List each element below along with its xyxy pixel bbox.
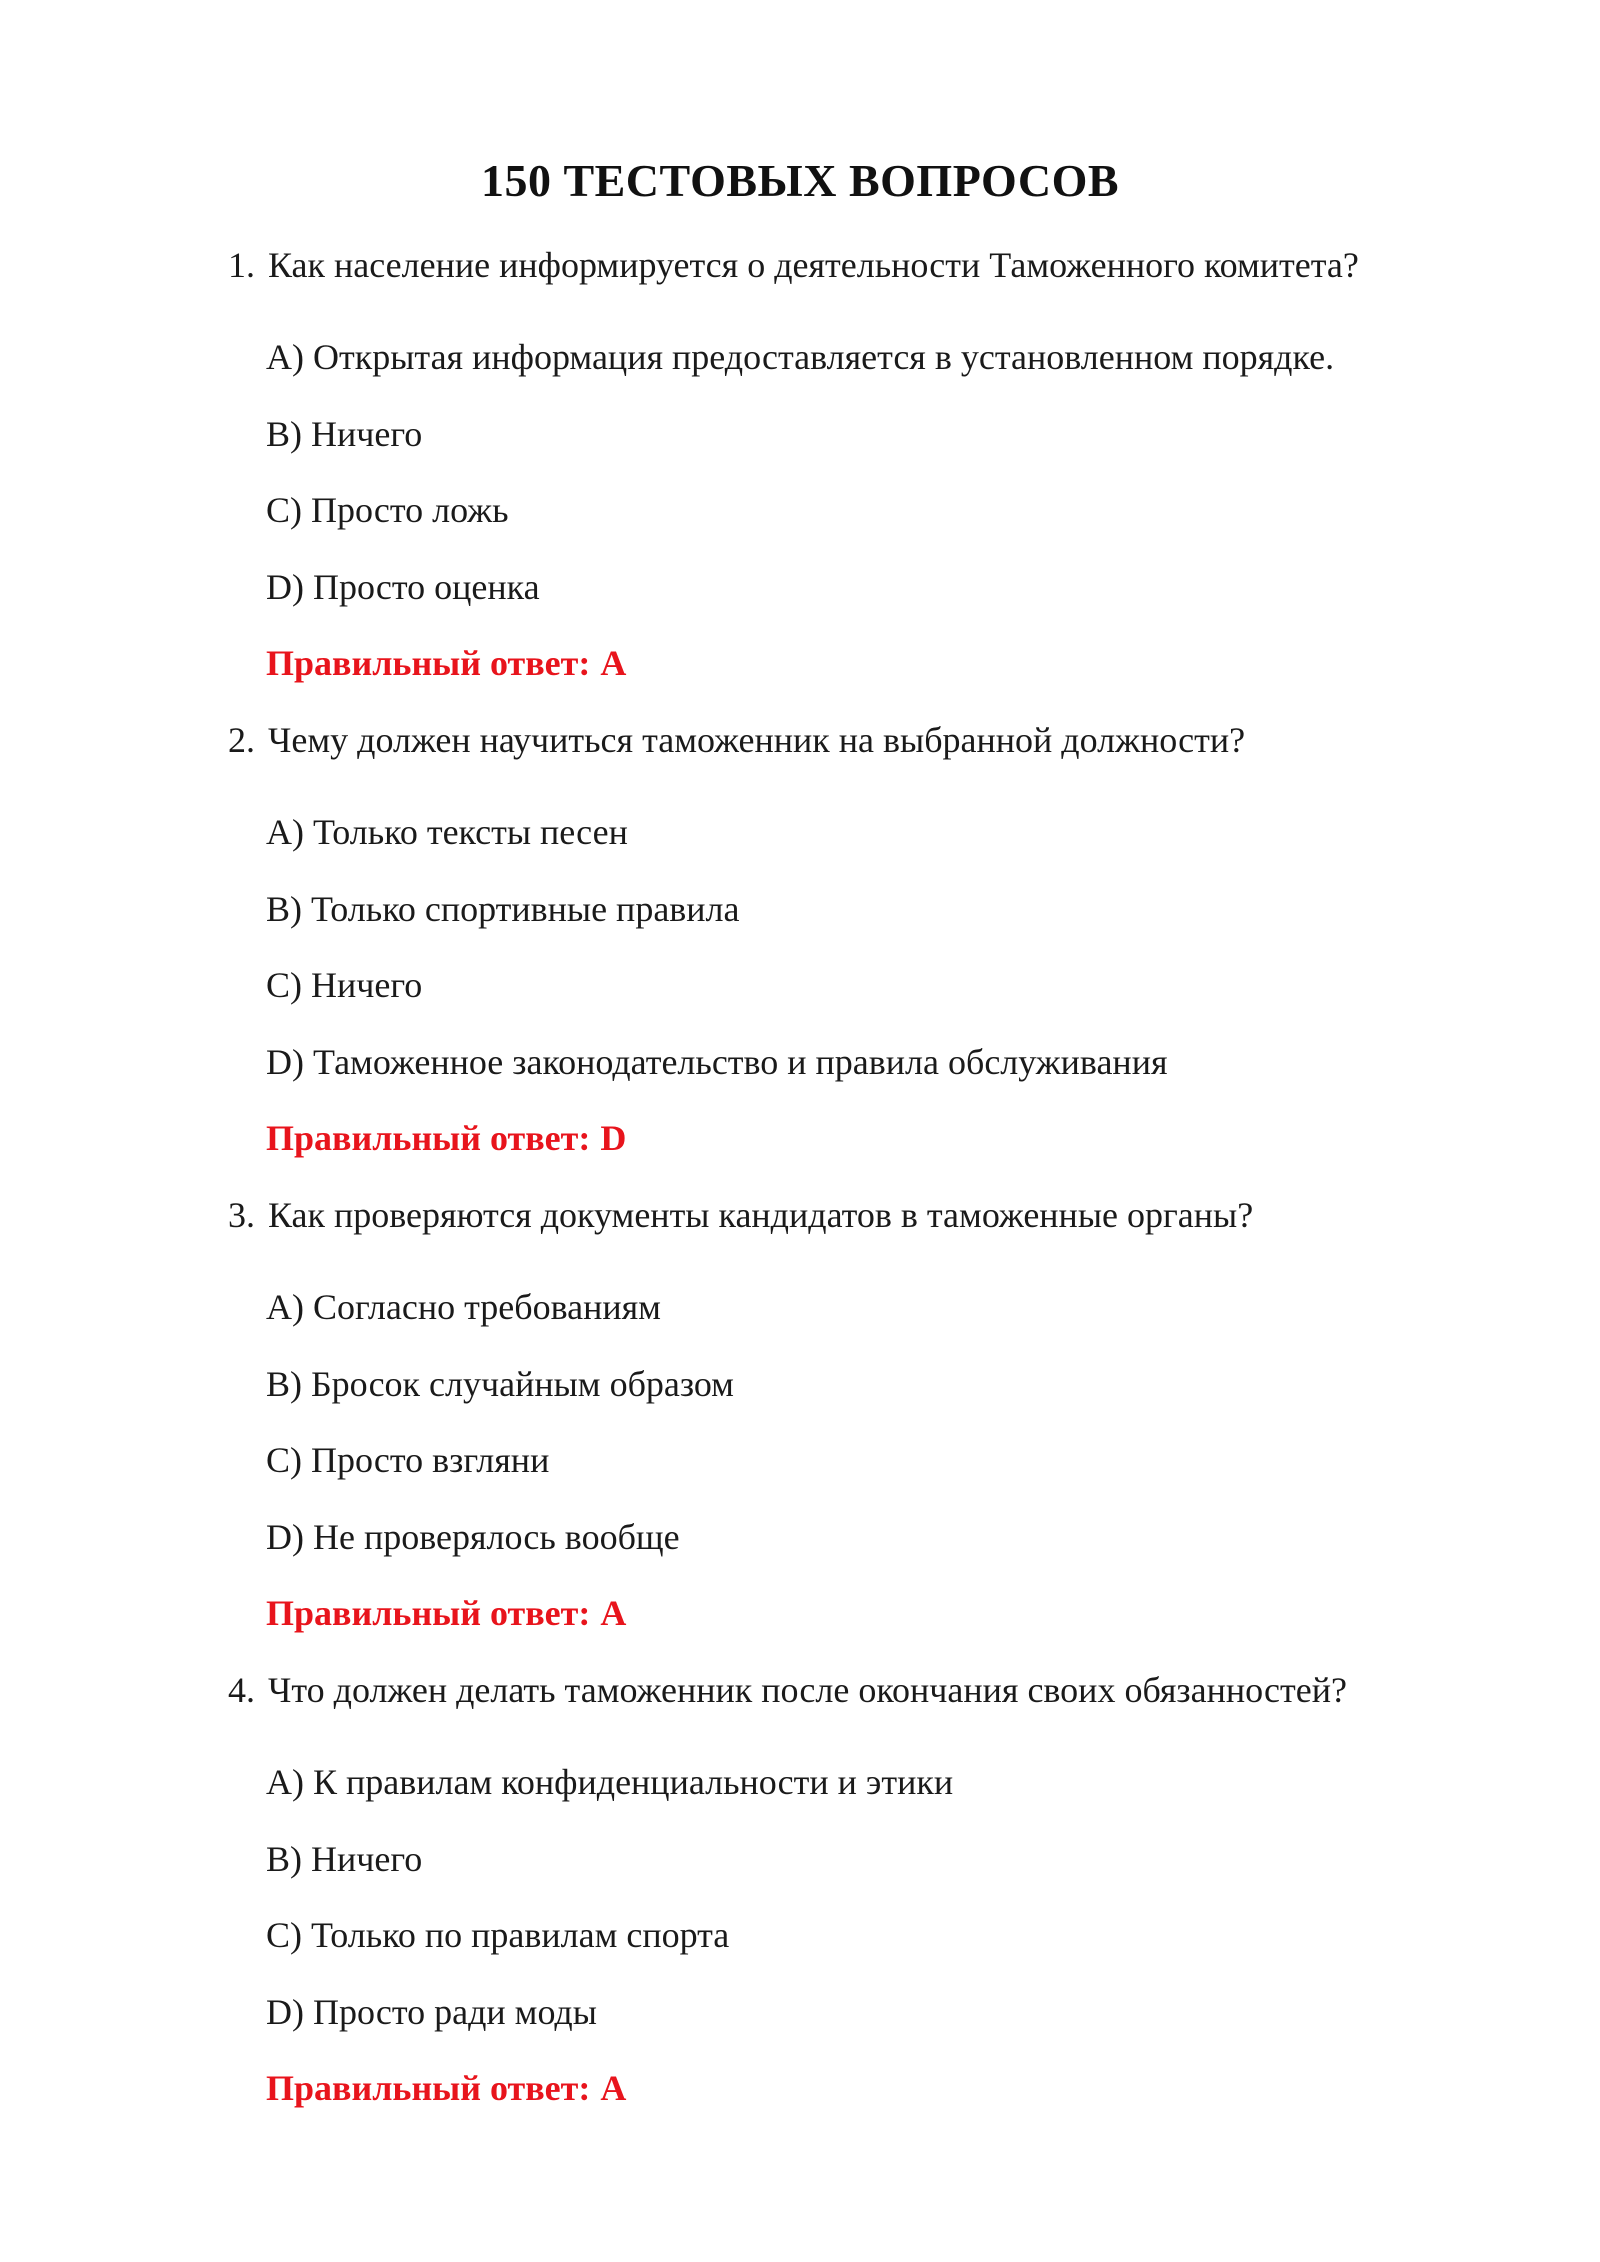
option-d: D) Просто ради моды: [266, 1991, 597, 2032]
option-list: [266, 1755, 953, 2061]
question-text: [228, 1188, 1253, 1242]
answer-letter: A: [600, 643, 627, 683]
answer-letter: D: [600, 1118, 627, 1158]
answer-label: Правильный ответ:: [266, 2068, 591, 2108]
option-c: C) Ничего: [266, 965, 423, 1006]
question-1: [0, 238, 1600, 713]
option-a: A) Только тексты песен: [266, 812, 628, 852]
question-3: [0, 1188, 1600, 1663]
correct-answer: [266, 1586, 626, 1640]
correct-answer: [266, 1111, 626, 1165]
question-text: [228, 1663, 1347, 1717]
option-list: [266, 805, 1168, 1111]
question-text: [228, 238, 1359, 292]
option-d: D) Не проверялось вообще: [266, 1516, 680, 1557]
option-list: [266, 1280, 734, 1586]
option-list: [266, 330, 1334, 636]
option-c: C) Только по правилам спорта: [266, 1915, 730, 1956]
option-d: D) Просто оценка: [266, 566, 540, 607]
question-number: 4.: [228, 1670, 255, 1710]
option-b: B) Ничего: [266, 413, 423, 454]
question-body: Чему должен научиться таможенник на выбранной должности?: [268, 720, 1246, 760]
option-a: A) Согласно требованиям: [266, 1287, 661, 1327]
option-b: B) Ничего: [266, 1838, 423, 1879]
answer-letter: A: [600, 2068, 627, 2108]
option-c: C) Просто взгляни: [266, 1440, 550, 1481]
question-number: 1.: [228, 245, 255, 285]
option-c: C) Просто ложь: [266, 490, 509, 531]
answer-label: Правильный ответ:: [266, 643, 591, 683]
question-4: [0, 1663, 1600, 2138]
answer-label: Правильный ответ:: [266, 1118, 591, 1158]
correct-answer: [266, 2061, 626, 2115]
option-b: B) Бросок случайным образом: [266, 1363, 734, 1404]
correct-answer: [266, 636, 626, 690]
question-number: 3.: [228, 1195, 255, 1235]
question-body: Как население информируется о деятельности Таможенного комитета?: [268, 245, 1359, 285]
page-title: 150 ТЕСТОВЫХ ВОПРОСОВ: [480, 155, 1120, 206]
answer-letter: A: [600, 1593, 627, 1633]
question-list: [0, 238, 1600, 2138]
question-text: [228, 713, 1245, 767]
question-number: 2.: [228, 720, 255, 760]
answer-label: Правильный ответ:: [266, 1593, 591, 1633]
question-body: Как проверяются документы кандидатов в таможенные органы?: [268, 1195, 1254, 1235]
option-a: A) К правилам конфиденциальности и этики: [266, 1762, 954, 1802]
question-body: Что должен делать таможенник после окончания своих обязанностей?: [268, 1670, 1347, 1710]
question-2: [0, 713, 1600, 1188]
option-b: B) Только спортивные правила: [266, 888, 740, 929]
option-a: A) Открытая информация предоставляется в установленном порядке.: [266, 337, 1335, 377]
option-d: D) Таможенное законодательство и правила обслуживания: [266, 1041, 1168, 1082]
